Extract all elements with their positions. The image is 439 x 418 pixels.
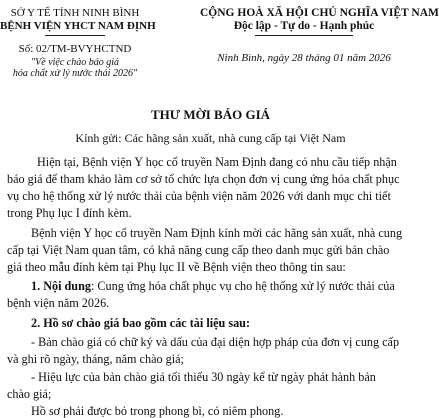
section-1-line-2: bệnh viện năm 2026. xyxy=(7,296,110,310)
subject-line-1: "Về việc chào báo giá xyxy=(30,57,120,68)
place-and-date: Ninh Bình, ngày 28 tháng 01 năm 2026 xyxy=(217,52,391,64)
bullet-2-line-1: - Hiệu lực của bản chào giá tối thiểu 30 ngày kể từ ngày phát hành bản xyxy=(31,370,376,384)
agency-name: SỞ Y TẾ TỈNH NINH BÌNH xyxy=(10,7,140,19)
bullet-3-line-1: Hồ sơ phải được bỏ trong phong bì, có niêm phong. xyxy=(31,404,284,418)
section-1-text: : Cung ứng hóa chất phục vụ cho hệ thống xử lý nước thải của xyxy=(90,279,395,293)
section-1-line-1 xyxy=(31,279,395,293)
national-title: CỘNG HOÀ XÃ HỘI CHỦ NGHĨA VIỆT NAM xyxy=(200,7,439,19)
bullet-1-line-2: và ghi rõ ngày, tháng, năm chào giá; xyxy=(7,352,184,366)
subject-line-2: hóa chất xử lý nước thải 2026" xyxy=(12,68,138,79)
header-left-divider xyxy=(45,35,105,36)
document-number: Số: 02/TM-BVYHCTND xyxy=(18,43,132,55)
paragraph-1-line-4: trong Phụ lục I đính kèm. xyxy=(7,206,132,220)
document-subject xyxy=(0,57,150,79)
bullet-2-line-2: chào giá; xyxy=(7,387,52,401)
paragraph-1-line-1: Hiện tại, Bệnh viện Y học cổ truyền Nam Định đang có nhu cầu tiếp nhận xyxy=(37,155,397,169)
document-title: THƯ MỜI BÁO GIÁ xyxy=(150,107,271,122)
paragraph-1-line-3: vụ cho hệ thống xử lý nước thải của bệnh viện năm 2026 với danh mục chi tiết xyxy=(7,189,391,203)
paragraph-2-line-1: Bệnh viện Y học cổ truyền Nam Định kính mời các hãng sản xuất, nhà cung xyxy=(31,226,403,240)
section-1-heading: 1. Nội dung xyxy=(31,279,91,293)
bullet-1-line-1: - Bản chào giá có chữ ký và dấu của đại diện hợp pháp của đơn vị cung cấp xyxy=(31,335,400,349)
paragraph-1-line-2: báo giá để tham khảo làm cơ sở tổ chức lựa chọn đơn vị cung ứng hóa chất phục xyxy=(7,172,400,186)
section-2-heading: 2. Hồ sơ chào giá bao gồm các tài liệu sau: xyxy=(31,316,251,330)
header-right-divider xyxy=(255,35,353,36)
paragraph-2-line-3: giá theo mẫu đính kèm tại Phụ lục II về Bệnh viện theo thông tin sau: xyxy=(7,260,346,274)
national-motto: Độc lập - Tự do - Hạnh phúc xyxy=(233,20,375,32)
organization-name: BỆNH VIỆN YHCT NAM ĐỊNH xyxy=(0,20,156,32)
paragraph-2-line-2: cấp tại Việt Nam quan tâm, có khả năng cung cấp theo danh mục gửi bản chào xyxy=(7,243,390,257)
recipients-line: Kính gửi: Các hãng sản xuất, nhà cung cấp tại Việt Nam xyxy=(75,131,346,145)
